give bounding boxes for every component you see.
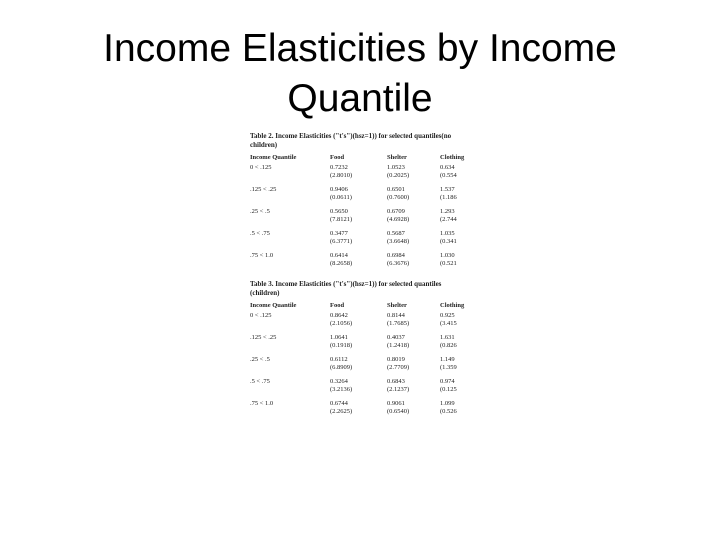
shelter-t-stat: (2.1237) bbox=[387, 386, 410, 393]
table-row bbox=[250, 312, 472, 334]
cell-food bbox=[330, 334, 387, 356]
food-value: 0.3264 bbox=[330, 378, 348, 385]
food-value: 1.0641 bbox=[330, 334, 348, 341]
cell-food bbox=[330, 230, 387, 252]
table-3-header-row bbox=[250, 298, 472, 312]
food-value: 0.8642 bbox=[330, 312, 348, 319]
shelter-value: 0.8144 bbox=[387, 312, 405, 319]
clothing-value: 1.293 bbox=[440, 208, 455, 215]
clothing-t-stat: (1.186 bbox=[440, 194, 457, 201]
col-header-income-quantile: Income Quantile bbox=[250, 153, 297, 161]
cell-shelter bbox=[387, 230, 440, 252]
food-t-stat: (0.1918) bbox=[330, 342, 353, 349]
shelter-value: 0.6501 bbox=[387, 186, 405, 193]
shelter-t-stat: (3.6648) bbox=[387, 238, 410, 245]
cell-clothing bbox=[440, 312, 472, 334]
table-2 bbox=[250, 132, 472, 274]
table-row bbox=[250, 378, 472, 400]
col-header-shelter: Shelter bbox=[387, 153, 407, 161]
table-row bbox=[250, 186, 472, 208]
food-t-stat: (2.8010) bbox=[330, 172, 353, 179]
table-row bbox=[250, 164, 472, 186]
cell-quantile: .25 < .5 bbox=[250, 208, 270, 215]
food-value: 0.6744 bbox=[330, 400, 348, 407]
food-value: 0.9406 bbox=[330, 186, 348, 193]
clothing-value: 0.974 bbox=[440, 378, 455, 385]
food-value: 0.6112 bbox=[330, 356, 348, 363]
clothing-t-stat: (0.554 bbox=[440, 172, 457, 179]
table-row bbox=[250, 356, 472, 378]
table-row bbox=[250, 230, 472, 252]
clothing-value: 0.925 bbox=[440, 312, 455, 319]
shelter-t-stat: (0.2025) bbox=[387, 172, 410, 179]
cell-clothing bbox=[440, 334, 472, 356]
clothing-value: 0.634 bbox=[440, 164, 455, 171]
cell-shelter bbox=[387, 252, 440, 274]
cell-quantile: .5 < .75 bbox=[250, 230, 270, 237]
shelter-value: 1.0523 bbox=[387, 164, 405, 171]
table-2-title: Table 2. Income Elasticities ("t's")(hsz=1)) for selected quantiles(no children) bbox=[250, 132, 452, 149]
cell-quantile: .125 < .25 bbox=[250, 334, 277, 341]
cell-clothing bbox=[440, 186, 472, 208]
clothing-t-stat: (3.415 bbox=[440, 320, 457, 327]
col-header-food: Food bbox=[330, 153, 345, 161]
shelter-t-stat: (0.7600) bbox=[387, 194, 410, 201]
cell-food bbox=[330, 252, 387, 274]
cell-quantile: 0 < .125 bbox=[250, 164, 272, 171]
table-row bbox=[250, 334, 472, 356]
food-t-stat: (8.2658) bbox=[330, 260, 353, 267]
food-t-stat: (6.3771) bbox=[330, 238, 353, 245]
cell-shelter bbox=[387, 208, 440, 230]
food-t-stat: (2.1056) bbox=[330, 320, 353, 327]
table-row bbox=[250, 400, 472, 422]
clothing-t-stat: (0.521 bbox=[440, 260, 457, 267]
cell-clothing bbox=[440, 356, 472, 378]
clothing-t-stat: (0.526 bbox=[440, 408, 457, 415]
clothing-value: 1.035 bbox=[440, 230, 455, 237]
clothing-t-stat: (1.359 bbox=[440, 364, 457, 371]
cell-shelter bbox=[387, 312, 440, 334]
cell-quantile: .25 < .5 bbox=[250, 356, 270, 363]
col-header-clothing: Clothing bbox=[440, 301, 465, 309]
clothing-t-stat: (0.125 bbox=[440, 386, 457, 393]
cell-shelter bbox=[387, 400, 440, 422]
cell-shelter bbox=[387, 378, 440, 400]
cell-quantile: .75 < 1.0 bbox=[250, 400, 274, 407]
shelter-t-stat: (4.6928) bbox=[387, 216, 410, 223]
clothing-value: 1.099 bbox=[440, 400, 455, 407]
shelter-value: 0.9061 bbox=[387, 400, 405, 407]
cell-clothing bbox=[440, 208, 472, 230]
cell-food bbox=[330, 356, 387, 378]
cell-food bbox=[330, 312, 387, 334]
table-2-grid bbox=[250, 150, 472, 274]
cell-food bbox=[330, 164, 387, 186]
shelter-value: 0.6709 bbox=[387, 208, 405, 215]
cell-clothing bbox=[440, 400, 472, 422]
cell-shelter bbox=[387, 186, 440, 208]
clothing-value: 1.631 bbox=[440, 334, 455, 341]
table-row bbox=[250, 252, 472, 274]
cell-shelter bbox=[387, 164, 440, 186]
shelter-value: 0.6843 bbox=[387, 378, 405, 385]
cell-clothing bbox=[440, 230, 472, 252]
shelter-t-stat: (6.3676) bbox=[387, 260, 410, 267]
table-row bbox=[250, 208, 472, 230]
cell-quantile: .5 < .75 bbox=[250, 378, 270, 385]
food-t-stat: (2.2625) bbox=[330, 408, 353, 415]
col-header-clothing: Clothing bbox=[440, 153, 465, 161]
cell-food bbox=[330, 186, 387, 208]
food-t-stat: (7.8121) bbox=[330, 216, 353, 223]
food-t-stat: (0.0611) bbox=[330, 194, 352, 201]
shelter-value: 0.8019 bbox=[387, 356, 405, 363]
food-value: 0.3477 bbox=[330, 230, 348, 237]
food-value: 0.7232 bbox=[330, 164, 348, 171]
shelter-value: 0.6984 bbox=[387, 252, 405, 259]
cell-food bbox=[330, 208, 387, 230]
cell-clothing bbox=[440, 164, 472, 186]
cell-shelter bbox=[387, 334, 440, 356]
clothing-t-stat: (0.341 bbox=[440, 238, 457, 245]
table-3 bbox=[250, 280, 472, 422]
scanned-document bbox=[250, 132, 472, 452]
table-2-header-row bbox=[250, 150, 472, 164]
cell-quantile: .75 < 1.0 bbox=[250, 252, 274, 259]
cell-clothing bbox=[440, 252, 472, 274]
cell-food bbox=[330, 400, 387, 422]
shelter-value: 0.5687 bbox=[387, 230, 405, 237]
food-value: 0.6414 bbox=[330, 252, 348, 259]
clothing-value: 1.149 bbox=[440, 356, 455, 363]
food-t-stat: (6.8909) bbox=[330, 364, 353, 371]
shelter-t-stat: (2.7709) bbox=[387, 364, 410, 371]
col-header-income-quantile: Income Quantile bbox=[250, 301, 297, 309]
food-t-stat: (3.2136) bbox=[330, 386, 353, 393]
clothing-value: 1.030 bbox=[440, 252, 455, 259]
cell-quantile: 0 < .125 bbox=[250, 312, 272, 319]
shelter-value: 0.4037 bbox=[387, 334, 405, 341]
col-header-food: Food bbox=[330, 301, 345, 309]
slide-title: Income Elasticities by Income Quantile bbox=[103, 27, 617, 120]
cell-quantile: .125 < .25 bbox=[250, 186, 277, 193]
clothing-t-stat: (0.826 bbox=[440, 342, 457, 349]
food-value: 0.5650 bbox=[330, 208, 348, 215]
table-3-title: Table 3. Income Elasticities ("t's")(hsz=1)) for selected quantiles (children) bbox=[250, 280, 442, 297]
col-header-shelter: Shelter bbox=[387, 301, 407, 309]
cell-food bbox=[330, 378, 387, 400]
cell-clothing bbox=[440, 378, 472, 400]
shelter-t-stat: (1.2418) bbox=[387, 342, 410, 349]
clothing-value: 1.537 bbox=[440, 186, 455, 193]
cell-shelter bbox=[387, 356, 440, 378]
shelter-t-stat: (1.7685) bbox=[387, 320, 410, 327]
table-3-grid bbox=[250, 298, 472, 422]
shelter-t-stat: (0.6540) bbox=[387, 408, 410, 415]
clothing-t-stat: (2.744 bbox=[440, 216, 457, 223]
